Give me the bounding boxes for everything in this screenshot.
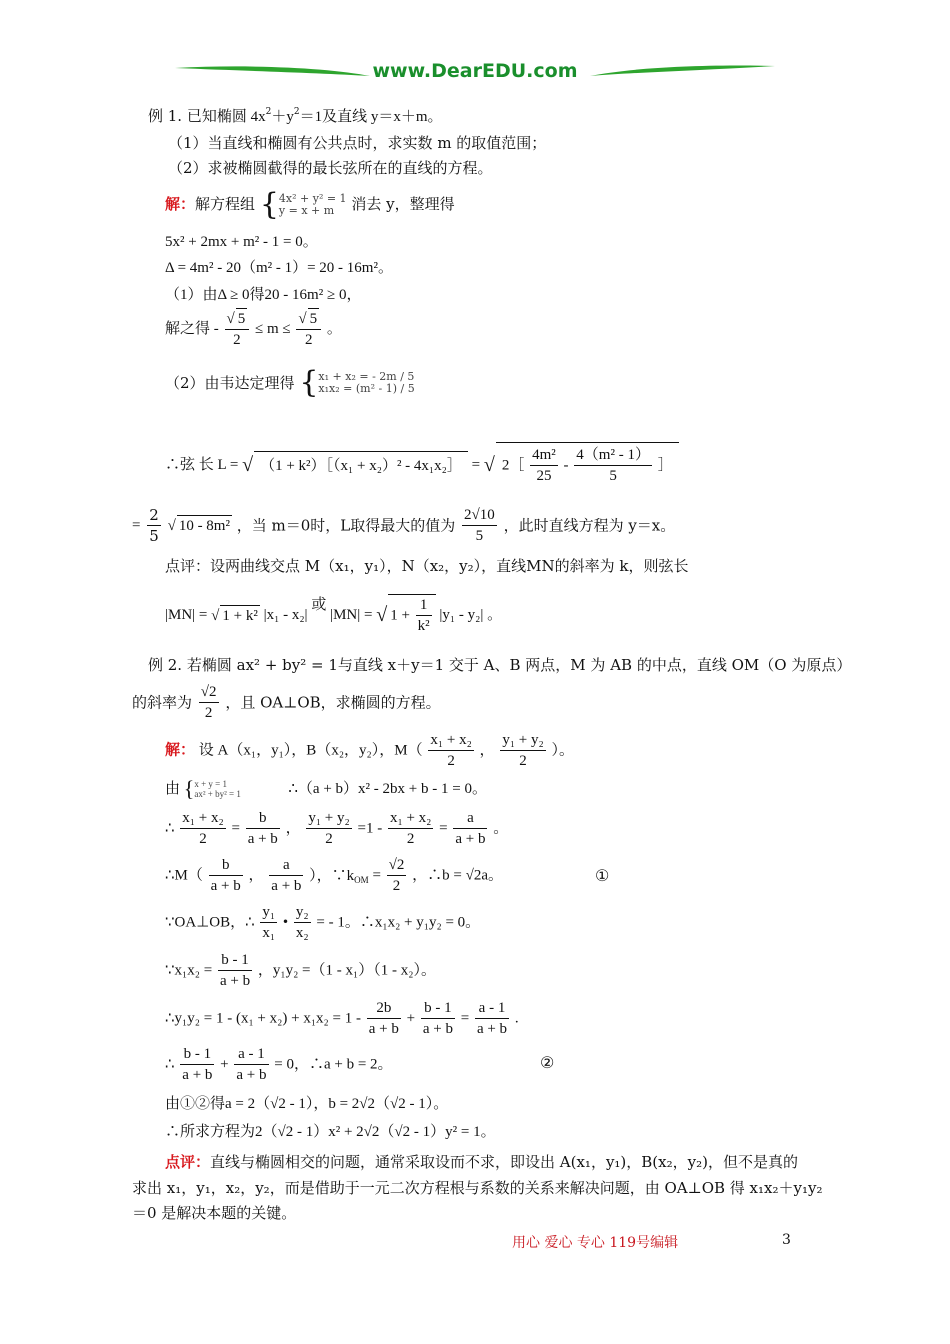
ex1-question-1: （1）当直线和椭圆有公共点时，求实数 m 的取值范围； (168, 134, 547, 152)
ex2-line9: 由①②得a = 2（√2 - 1），b = 2√2（√2 - 1）。 (165, 1096, 449, 1112)
ex2-line10: ∴所求方程为2（√2 - 1）x² + 2√2（√2 - 1）y² = 1。 (165, 1124, 496, 1140)
ex1-eq1: 5x² + 2mx + m² - 1 = 0。 (165, 234, 318, 250)
equation-marker-1: ① (595, 866, 610, 885)
ex1-mn-formulas: |MN| = √ 1 + k² |x₁ - x₂| 或 |MN| = √ 1 + $\frac{1}{\text{k²}}$ |y₁ - y₂| 。 (165, 595, 503, 634)
ex1-eq4: 解之得 - $\frac{√ 5}{2}$ ≤ m ≤ $\frac{√ 5}{2}$ 。 (165, 308, 342, 350)
ex2-line2: 由 {x + y = 1 ax² + by² = 1 ∴（a + b）x² - 2bx + b - 1 = 0。 (165, 776, 487, 801)
ex1-statement: 例 1. 已知椭圆 $4x^2+y^2=1$及直线 y＝x＋m。 (148, 107, 443, 125)
ex1-solution-line: 解：解方程组 {4x² + y² = 1 y = x + m 消去 y，整理得 (165, 187, 455, 222)
ex1-chord-length: ∴弦 长 L = √ （1 + k²）［（x₁ + x₂）² - 4x₁x₂］ = √ 2［ $\frac{\text{4m²}}{25}$ - $\frac{\text{4（m² - 1）}}{5}$ ］ (165, 442, 679, 488)
ex2-line8: ∴ $\frac{b - 1}{a + b}$ + $\frac{a - 1}{a + b}$ = 0，∴a + b = 2。 (165, 1046, 393, 1083)
ex2-statement: 例 2. 若椭圆 ax² + by² = 1与直线 x＋y＝1 交于 A、B 两点，M 为 AB 的中点，直线 OM（O 为原点） (148, 656, 852, 674)
ex2-line5: ∵OA⊥OB，∴ $\frac{\text{y₁}}{\text{x₁}}$ • $\frac{\text{y₂}}{\text{x₂}}$ = - 1。∴x₁x₂ + y₁y₂ = 0。 (165, 904, 481, 941)
ex2-line3: ∴ $\frac{\text{x₁ + x₂}}{2}$ = $\frac{b}{a + b}$ ， $\frac{\text{y₁ + y₂}}{2}$ =1 - $\frac{\text{x₁ + x₂}}{2}$ = $\frac{a}{a + b}$ 。 (165, 810, 509, 847)
ex1-eq5: （2）由韦达定理得 {x₁ + x₂ = - 2m / 5 x₁x₂ = (m² - 1) / 5 (165, 365, 415, 400)
ex1-question-2: （2）求被椭圆截得的最长弦所在的直线的方程。 (168, 159, 493, 177)
ex1-result: = $\frac{2}{5}$ √ 10 - 8m² ，当 m＝0时，L取得最大的值为 $\frac{2√10}{5}$ ，此时直线方程为 y＝x。 (132, 506, 676, 545)
ex2-comment-2: 求出 x₁，y₁，x₂，y₂，而是借助于一元二次方程根与系数的关系来解决问题，由 OA⊥OB 得 x₁x₂＋y₁y₂ (132, 1179, 823, 1197)
ex2-line4: ∴M（ $\frac{b}{a + b}$ ， $\frac{a}{a + b}$ ），$\because k_{OM}$ = $\frac{√2}{2}$ ，∴b = √2a。 (165, 857, 503, 894)
ex2-line7: ∴y₁y₂ = 1 - (x₁ + x₂) + x₁x₂ = 1 - $\frac{2b}{a + b}$ + $\frac{b - 1}{a + b}$ = $\frac{a - 1}{a + b}$ . (165, 1000, 519, 1037)
ex1-eq2: Δ = 4m² - 20（m² - 1）= 20 - 16m²。 (165, 260, 393, 276)
ex1-comment: 点评：设两曲线交点 M（x₁，y₁），N（x₂，y₂），直线MN的斜率为 k，则弦长 (165, 557, 689, 575)
ex2-comment-1: 点评：直线与椭圆相交的问题，通常采取设而不求，即设出 A(x₁，y₁)，B(x₂，y₂)，但不是真的 (165, 1153, 798, 1171)
ex2-line6: ∵x₁x₂ = $\frac{b - 1}{a + b}$ ，y₁y₂ =（1 - x₁）（1 - x₂）。 (165, 952, 436, 989)
equation-marker-2: ② (540, 1053, 555, 1072)
page-number: 3 (782, 1232, 791, 1248)
site-title[interactable]: www.DearEDU.com (372, 60, 578, 82)
ex1-eq3: （1）由Δ ≥ 0得20 - 16m² ≥ 0， (165, 287, 362, 303)
ex2-statement-2: 的斜率为 $\frac{√2}{2}$ ，且 OA⊥OB，求椭圆的方程。 (132, 684, 441, 721)
ex2-comment-3: ＝0 是解决本题的关键。 (132, 1204, 297, 1222)
footer-slogan: 用心 爱心 专心 119号编辑 (512, 1235, 679, 1251)
ex2-line1: 解： 设 A（x₁，y₁），B（x₂，y₂），M（ $\frac{\text{x₁ + x₂}}{2}$ ， $\frac{\text{y₁ + y₂}}{2}$ ）。 (165, 732, 574, 769)
